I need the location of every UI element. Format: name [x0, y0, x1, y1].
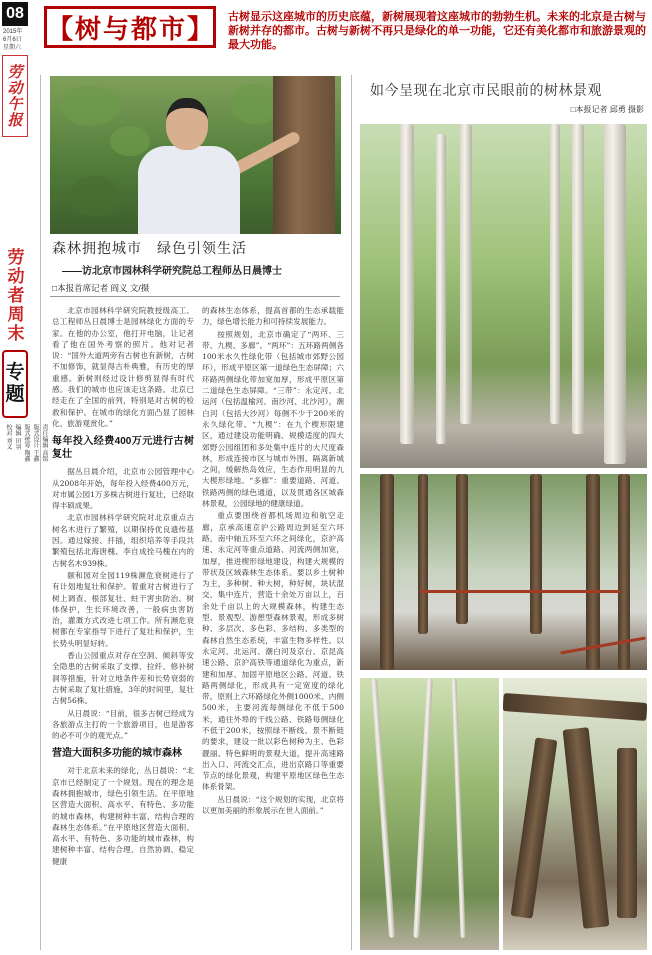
- tree-trunk: [273, 76, 335, 234]
- paragraph: 颐和园对全园119株濒危衰树进行了有计划地复壮和保护。着重对古树进行了树上调查、根部复壮、蛀干害虫防治、树体保护，生长环境改善，一般病虫害防治，灌溉方式改进七项工作。所有濒危衰树都在专家指导下进行了复壮和保护，生长势头明显好转。: [52, 570, 194, 648]
- date-weekday: 星期六: [3, 45, 22, 51]
- article-headline: 森林拥抱城市 绿色引领生活: [52, 241, 247, 257]
- page-title: [44, 6, 216, 48]
- section-heading: 每年投入经费400万元进行古树复壮: [52, 436, 194, 461]
- page-title-text: 【树与都市】: [47, 14, 216, 45]
- ancient-trees-photo: [503, 678, 647, 950]
- paragraph: 的森林生态体系，提高首都的生态承载能力，绿色增长能力和可持续发展能力。: [202, 306, 344, 327]
- paragraph: 对于北京未来的绿化，丛日晨说：“北京市已经制定了一个规划。现在的理念是森林拥抱城市，绿色引领生活。在平原地区营造大面积、高水平、有特色、多功能的城市森林，构建树种丰富、结构合理的森林生态体系。”在平原地区营造大面积、高水平、有特色、多功能的城市森林，构建树种丰富、结构合理、自然协调、稳定健康: [52, 766, 194, 866]
- paragraph: 据丛日晨介绍，北京市公园管理中心从2008年开始，每年投入经费400万元，对市属公园1万多株古树进行复壮，已经取得丰硕成果。: [52, 467, 194, 511]
- photo-section-title: 如今呈现在北京市民眼前的树林景观: [370, 83, 602, 99]
- editor-credit: 责任编辑 高铭: [41, 424, 47, 462]
- paragraph: 重点要围绕首都机场周边和航空走廊，京承高速京沪公路周边到延至六环路，南中轴五环至六环之间绿化，京沪高速、永定河等重点道路、河流两侧加宽，加厚，推进楔形绿地建设，构建大规模的带状及区域森林生态体系。要以乡土树种为主，多种树、种大树，种好树，块状混交，集中连片，营造十余处万亩以上，百余处千亩以上的大规模森林，构建生态型、景观型、游憩型森林景观，形成多树种、多层次、多色彩、多结构、多类型的森林自然生态系统，丰富生物多样性。以永定河、北运河、潮白河及京台、京昆高速公路、京沪高铁等通道绿化为重点，新建和加厚、加固平原地区公路、河道、铁路两侧绿化，形成具有一定宽度的绿化带。原则上六环路绿化外侧1000米、内侧500米，主要河流每侧绿化不低于500米，通往外埠的干线公路、铁路每侧绿化不低于200米，按照绿不断线、景不断链的要求，建设一批以彩色树种为主、色彩靓丽、特色鲜明的景观大道，提升高速路出入口、河流交汇点，进出京路口等重要节点的绿化景观，构建平原地区绿色生态体系骨架。: [202, 511, 344, 792]
- topic-badge: [2, 350, 28, 418]
- editor-credit: 版式统筹 陶鑫: [23, 424, 29, 462]
- article-column-1: [52, 305, 194, 950]
- poplar-grove-photo: [360, 678, 499, 950]
- misty-forest-path-photo: [360, 474, 647, 670]
- article-subhead: ——访北京市园林科学研究院总工程师丛日晨博士: [62, 266, 282, 277]
- date-year: 2015年: [3, 29, 23, 35]
- section-heading: 营造大面积多功能的城市森林: [52, 748, 182, 760]
- page-deck: 古树显示这座城市的历史底蕴，新树展现着这座城市的勃勃生机。未来的北京是古树与新树并存的都市。古树与新树不再只是绿化的单一功能，它还有美化都市和旅游景观的最大功能。: [228, 11, 646, 51]
- photo-credit: □本报记者 邱勇 摄影: [570, 105, 644, 114]
- date-day: 6月6日: [3, 37, 22, 43]
- paragraph: 从日晨说：“目前，很多古树已经成为各旅游点主打的一个旅游项目，也是游客的必不可少的观光点。”: [52, 708, 194, 741]
- editor-credit: 编辑 田羽: [14, 424, 20, 450]
- paragraph: 北京市园林科学研究院教授级高工、总工程师丛日晨博士是园林绿化方面的专家。在他的办公室，他打开电脑，让记者看了他在国外考察的照片。他对记者说：“国外大道两旁有古树也有新树，古树不加修饰，就显得古朴典雅，有历史的厚重感。新树则经过设计修剪显得有时代感。我们的城市也应该走这条路。北京已经走在了全国的前列，特别是对古树的检救和保护。在城市的绿化方面凸显了园林化、旅游观赏化。”: [52, 306, 194, 428]
- editor-credit: 校对 刘义: [5, 424, 11, 450]
- paragraph: 北京市园林科学研究院对北京重点古树名木进行了繁殖，以期保持优良遗传基因。通过嫁接、扦插，组织培养等手段共繁殖包括北海唐槐、李自成拴马槐在内的古树名木939株。: [52, 513, 194, 568]
- topic-label: 专题: [5, 362, 25, 405]
- page-number: 08: [2, 2, 28, 26]
- paragraph: 丛日晨说：“这个规划的实现，北京将以更加美丽的形象展示在世人面前。”: [202, 794, 344, 816]
- section-name: 劳动者周末: [7, 248, 25, 343]
- column-divider: [40, 75, 41, 950]
- paragraph: 香山公园重点对存在空洞、倾斜等安全隐患的古树采取了支撑、拉纤、修补树洞等措施，针对立地条件差和长势衰弱的古树采取了复壮措施，3年的时间里，复壮古树56株。: [52, 651, 194, 706]
- newspaper-masthead-logo: 劳动午报: [2, 55, 28, 137]
- article-column-2: [202, 305, 344, 950]
- birch-avenue-photo: [360, 124, 647, 468]
- interview-portrait-photo: [50, 76, 341, 234]
- paragraph: 按照规划，北京市确定了“两环、三带、九楔、多廊”。“两环”：五环路两侧各100米水久性绿化带（包括城市郊野公园环），形成平原区第一道绿色生态屏障；六环路两侧绿化带加宽加厚，形成平原区第二道绿色生态屏障。“三带”：永定河、北运河（包括温榆河、南沙河、北沙河），潮白河（包括大沙河）每侧不少于200米的永久绿化带。“九楔”：在九个楔形限建区，通过建设功能明确、规模适度的四大郊野公园组团和多处集中连片的大尺度森林，形成连接市区与城市外围、隔离新城之间，缓解热岛效应，生态作用明显的九大楔形绿地。“多廊”：重要道路、河道、铁路两侧的绿色通道，以及贯通各区城森林景观，公园绿地的健康绿道。: [202, 329, 344, 509]
- issue-date: [3, 28, 22, 52]
- person-figure: [138, 146, 240, 234]
- article-byline: □本报首席记者 阎义 文/摄: [52, 283, 150, 293]
- editor-credit: 版式设计 王鑫: [32, 424, 38, 462]
- column-divider: [351, 75, 352, 950]
- divider: [50, 296, 340, 297]
